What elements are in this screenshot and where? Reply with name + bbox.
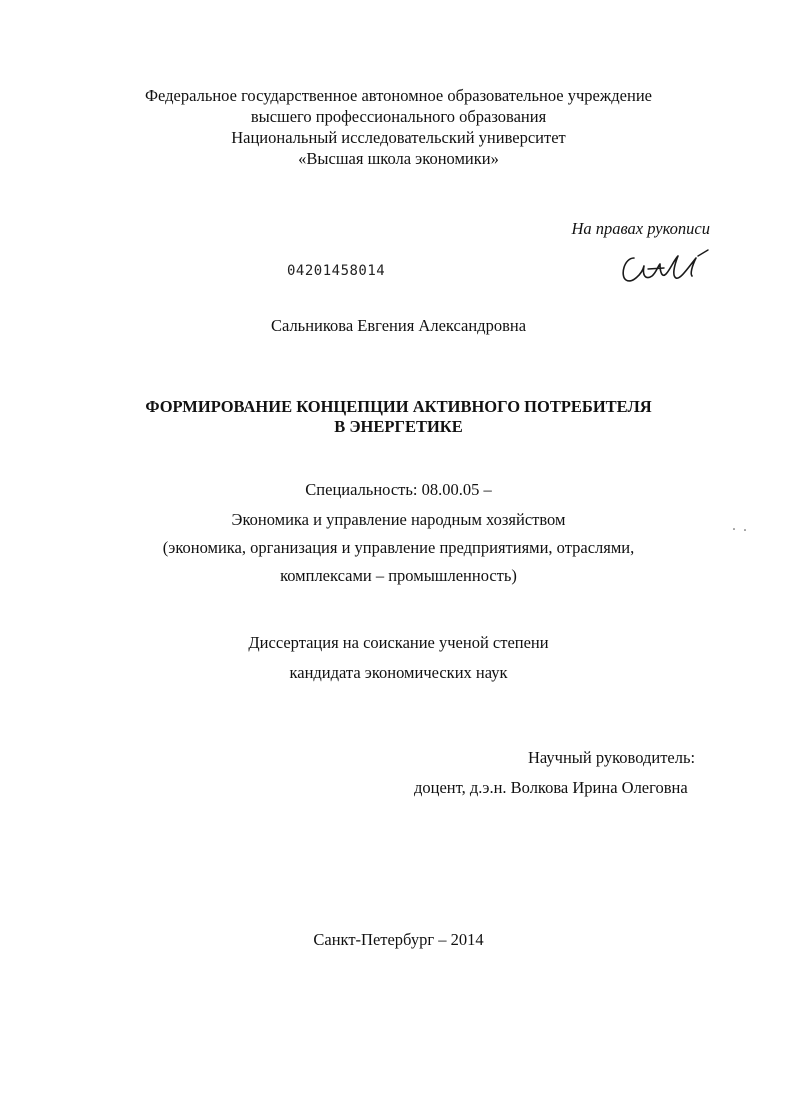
institution-line-4: «Высшая школа экономики» [298,149,499,168]
title-line-1: ФОРМИРОВАНИЕ КОНЦЕПЦИИ АКТИВНОГО ПОТРЕБИТЕЛЯ [145,397,652,416]
scan-specks [730,524,750,534]
specialty-line-3: (экономика, организация и управление предприятиями, отраслями, [162,538,635,557]
institution-line-3: Национальный исследовательский университет [231,128,566,147]
institution-line-2: высшего профессионального образования [250,107,547,126]
specialty-line-4: комплексами – промышленность) [280,566,517,585]
institution-line-1: Федеральное государственное автономное образовательное учреждение [145,86,652,105]
specialty-line-2: Экономика и управление народным хозяйством [231,510,566,529]
registration-number: 04201458014 [287,263,386,279]
dissertation-line-2: кандидата экономических наук [289,663,508,682]
author-name: Сальникова Евгения Александровна [270,316,527,335]
dissertation-line-1: Диссертация на соискание ученой степени [248,633,549,652]
city-year: Санкт-Петербург – 2014 [313,930,484,949]
supervisor-name: доцент, д.э.н. Волкова Ирина Олеговна [414,778,688,797]
signature-icon [612,236,722,296]
supervisor-label: Научный руководитель: [528,748,696,767]
manuscript-note: На правах рукописи [571,219,710,238]
dissertation-title [0,397,797,437]
specialty-line-1: Специальность: 08.00.05 – [305,480,492,499]
title-line-2: В ЭНЕРГЕТИКЕ [334,417,463,436]
